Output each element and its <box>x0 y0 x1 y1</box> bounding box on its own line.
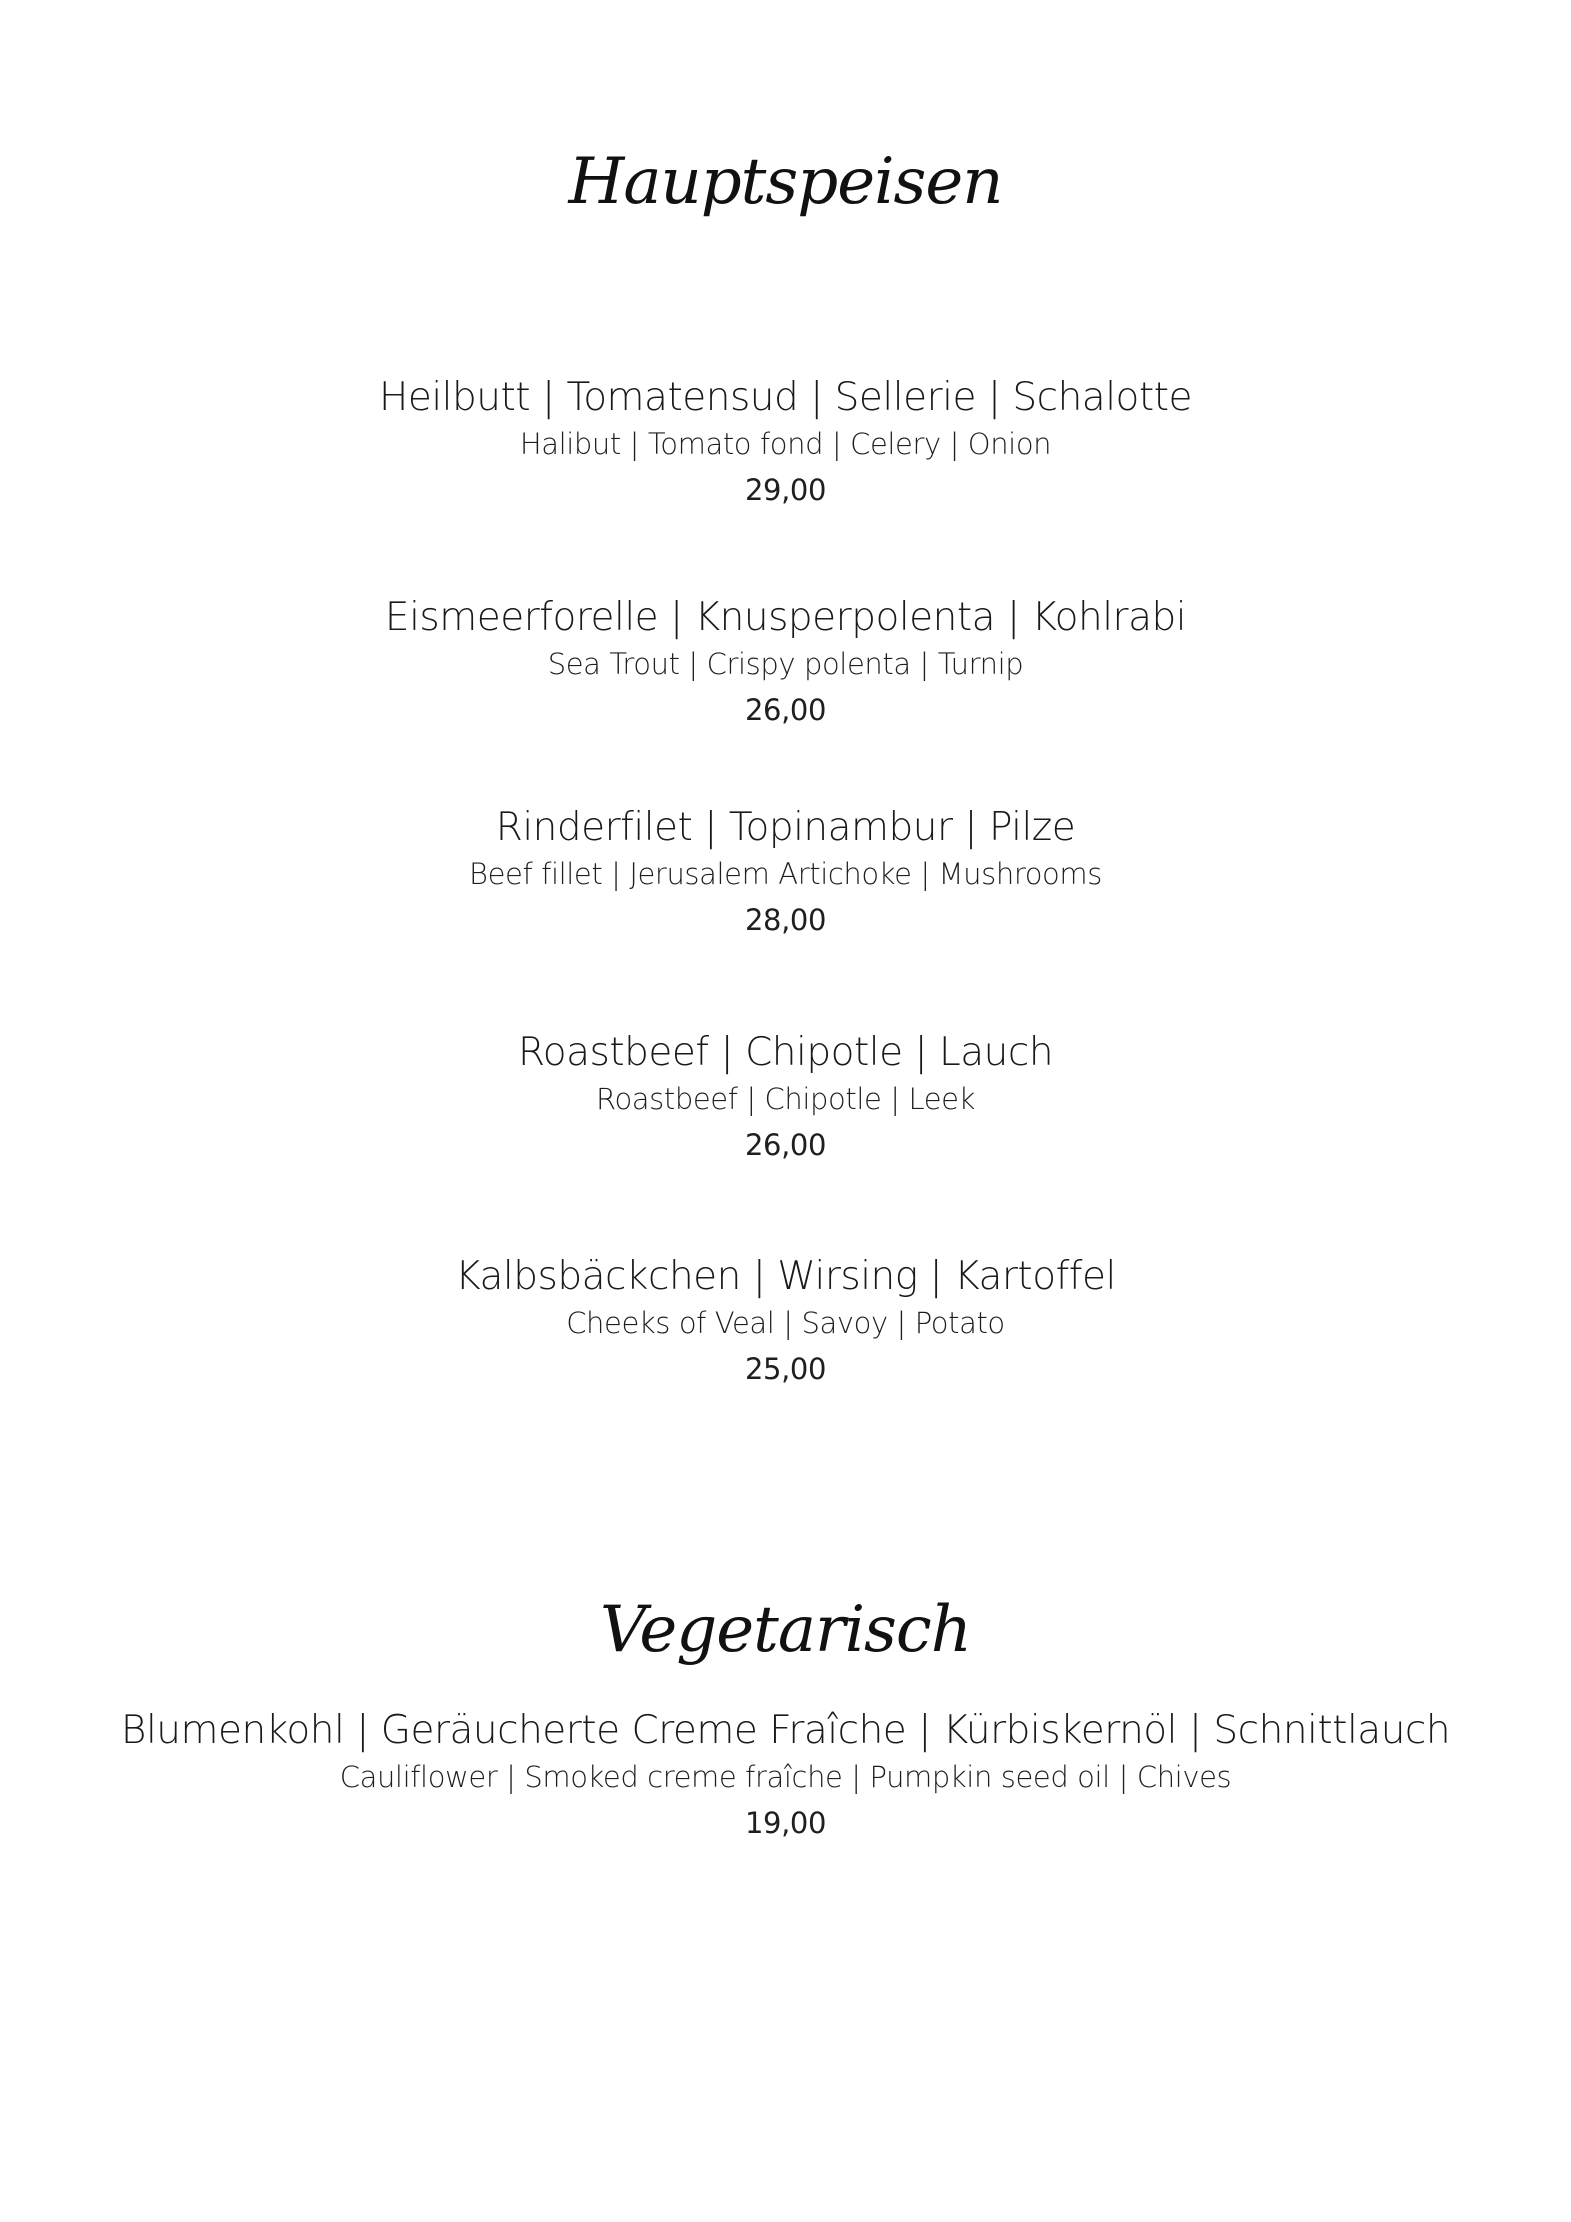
menu-item <box>0 1254 1571 1386</box>
dish-price: 25,00 <box>744 1352 827 1386</box>
dish-english-name: Roastbeef | Chipotle | Leek <box>596 1082 975 1116</box>
dish-english-name: Beef fillet | Jerusalem Artichoke | Mushrooms <box>469 857 1102 891</box>
menu-item <box>0 1030 1571 1162</box>
dish-name: Kalbsbäckchen | Wirsing | Kartoffel <box>455 1254 1116 1299</box>
dish-name: Eismeerforelle | Knusperpolenta | Kohlrabi <box>384 595 1187 640</box>
menu-item <box>0 595 1571 727</box>
dish-price: 28,00 <box>744 903 827 937</box>
dish-english-name: Halibut | Tomato fond | Celery | Onion <box>519 427 1052 461</box>
menu-item <box>0 1708 1571 1840</box>
dish-name: Heilbutt | Tomatensud | Sellerie | Schalotte <box>379 375 1192 420</box>
dish-price: 19,00 <box>744 1806 827 1840</box>
section-title-hauptspeisen: Hauptspeisen <box>568 145 1003 219</box>
dish-english-name: Cauliflower | Smoked creme fraîche | Pumpkin seed oil | Chives <box>339 1760 1232 1794</box>
dish-price: 29,00 <box>744 473 827 507</box>
menu-item <box>0 375 1571 507</box>
section-title-vegetarisch: Vegetarisch <box>600 1593 971 1667</box>
menu-item <box>0 805 1571 937</box>
dish-name: Blumenkohl | Geräucherte Creme Fraîche | Kürbiskernöl | Schnittlauch <box>120 1708 1451 1753</box>
dish-english-name: Cheeks of Veal | Savoy | Potato <box>566 1306 1005 1340</box>
dish-name: Rinderfilet | Topinambur | Pilze <box>495 805 1076 850</box>
dish-price: 26,00 <box>744 1128 827 1162</box>
dish-name: Roastbeef | Chipotle | Lauch <box>517 1030 1054 1075</box>
dish-english-name: Sea Trout | Crispy polenta | Turnip <box>547 647 1024 681</box>
dish-price: 26,00 <box>744 693 827 727</box>
